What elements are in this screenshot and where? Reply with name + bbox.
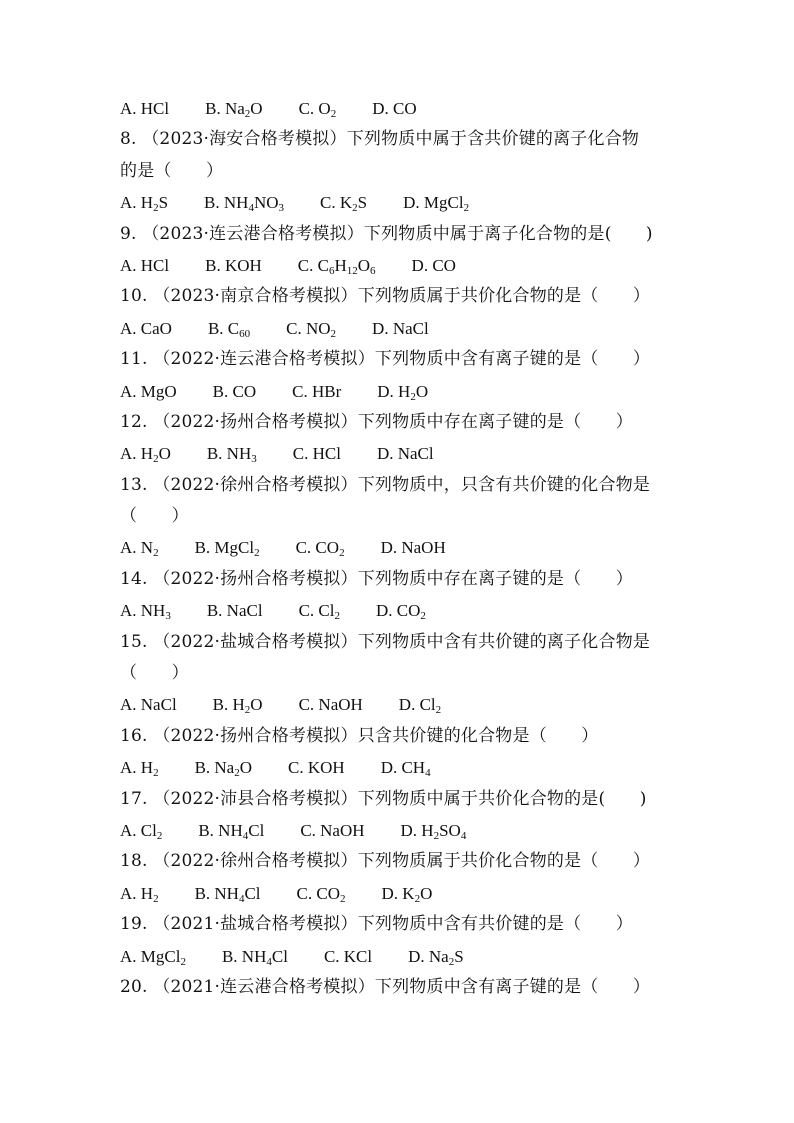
answer-option[interactable]: A. MgCl$_2$ [120,946,186,968]
answer-option[interactable]: A. $NH_3$ [120,601,171,623]
answer-option[interactable]: A. NaCl [120,695,177,715]
answer-options [120,438,690,469]
question-stem: 18. （2022·徐州合格考模拟）下列物质属于共价化合物的是（ ） [120,851,651,872]
answer-option[interactable]: C. HBr [292,381,342,401]
answer-options [120,752,690,783]
answer-option[interactable]: C. HCl [292,444,341,464]
answer-option[interactable]: C. $K_2S$ [320,193,368,215]
answer-option[interactable]: D. $K_2O$ [381,883,433,905]
answer-option[interactable]: C. $CO_2$ [295,538,345,560]
answer-options [120,376,690,407]
answer-option[interactable]: A. $H_2S$ [120,193,169,215]
answer-options [120,93,690,124]
answer-option[interactable]: C. KCl [323,946,373,966]
question-stem: 17. （2022·沛县合格考模拟）下列物质中属于共价化合物的是( ) [120,788,647,809]
question-stem: 12. （2022·扬州合格考模拟）下列物质中存在离子键的是（ ） [120,411,633,432]
answer-option[interactable]: C. $NO_2$ [286,318,337,340]
answer-option[interactable]: D. $CH_4$ [380,758,431,780]
answer-options [120,878,690,909]
answer-option[interactable]: C. $O_2$ [298,99,337,120]
answer-option[interactable]: A. $H_2$ [120,883,159,905]
answer-option[interactable]: B. $NH_4Cl$ [194,883,261,905]
question-stem: 8. （2023·海安合格考模拟）下列物质中属于含共价键的离子化合物 [120,129,640,150]
answer-options [120,595,690,626]
answer-option[interactable]: B. MgCl$_2$ [194,538,260,560]
answer-option[interactable]: C. $Cl_2$ [298,601,340,623]
answer-options [120,815,690,846]
answer-option[interactable]: D. CO [372,99,417,118]
answer-option[interactable]: B. $NH_3$ [206,444,257,466]
answer-option[interactable]: B. $NH_4Cl$ [198,820,265,842]
answer-options [120,532,690,563]
answer-option[interactable]: D. CO [411,255,456,275]
answer-option[interactable]: D. MgCl$_2$ [403,193,470,215]
answer-option[interactable]: B. $Na_2O$ [194,758,253,780]
answer-option[interactable]: B. $NH_4NO_3$ [204,193,284,215]
answer-option[interactable]: C. KOH [288,758,345,778]
question-stem: 19. （2021·盐城合格考模拟）下列物质中含有共价键的是（ ） [120,914,633,935]
answer-option[interactable]: A. $H_2$ [120,758,159,780]
question-stem: 10. （2023·南京合格考模拟）下列物质属于共价化合物的是（ ） [120,286,651,307]
answer-options [120,689,690,720]
question-stem: 15. （2022·盐城合格考模拟）下列物质中含有共价键的离子化合物是 [120,631,651,652]
answer-options [120,187,690,218]
answer-option[interactable]: B. $H_2O$ [212,695,263,717]
question-stem: 14. （2022·扬州合格考模拟）下列物质中存在离子键的是（ ） [120,568,633,589]
answer-option[interactable]: B. KOH [205,255,262,275]
answer-option[interactable]: D. NaCl [372,318,429,338]
question-stem-continued: 的是（ ） [120,160,224,181]
answer-option[interactable]: A. HCl [120,99,170,118]
answer-option[interactable]: A. HCl [120,255,170,275]
answer-option[interactable]: D. $Na_2S$ [408,946,464,968]
answer-option[interactable]: C. NaOH [300,820,365,840]
answer-option[interactable]: C. $C_6H_{12}O_6$ [297,255,376,277]
answer-option[interactable]: C. NaOH [298,695,363,715]
answer-option[interactable]: A. $H_2O$ [120,444,171,466]
question-stem: 13. （2022·徐州合格考模拟）下列物质中，只含有共价键的化合物是 [120,474,651,495]
question-stem: 20. （2021·连云港合格考模拟）下列物质中含有离子键的是（ ） [120,976,651,997]
question-stem-continued: （ ） [120,506,189,527]
answer-option[interactable]: B. NaCl [206,601,263,621]
answer-option[interactable]: C. $CO_2$ [296,883,346,905]
question-stem-continued: （ ） [120,663,189,684]
answer-option[interactable]: B. $C_{60}$ [207,318,251,340]
answer-option[interactable]: D. $CO_2$ [375,601,426,623]
answer-option[interactable]: D. $H_2O$ [377,381,429,403]
answer-option[interactable]: B. $Na_2O$ [205,99,263,120]
answer-options [120,941,690,972]
answer-option[interactable]: D. NaCl [376,444,434,464]
question-stem: 16. （2022·扬州合格考模拟）只含共价键的化合物是（ ） [120,725,599,746]
answer-option[interactable]: B. CO [212,381,257,401]
answer-option[interactable]: D. $H_2SO_4$ [400,820,467,842]
answer-option[interactable]: B. $NH_4Cl$ [221,946,288,968]
question-list [120,93,690,1003]
answer-options [120,313,690,344]
answer-option[interactable]: D. $Cl_2$ [398,695,442,717]
answer-option[interactable]: A. MgO [120,381,177,401]
answer-options [120,250,690,281]
answer-option[interactable]: A. $Cl_2$ [120,820,163,842]
answer-option[interactable]: A. $N_2$ [120,538,159,560]
question-stem: 9. （2023·连云港合格考模拟）下列物质中属于离子化合物的是( ) [120,223,653,244]
question-stem: 11. （2022·连云港合格考模拟）下列物质中含有离子键的是（ ） [120,349,651,370]
answer-option[interactable]: A. CaO [120,318,172,338]
answer-option[interactable]: D. NaOH [380,538,446,558]
